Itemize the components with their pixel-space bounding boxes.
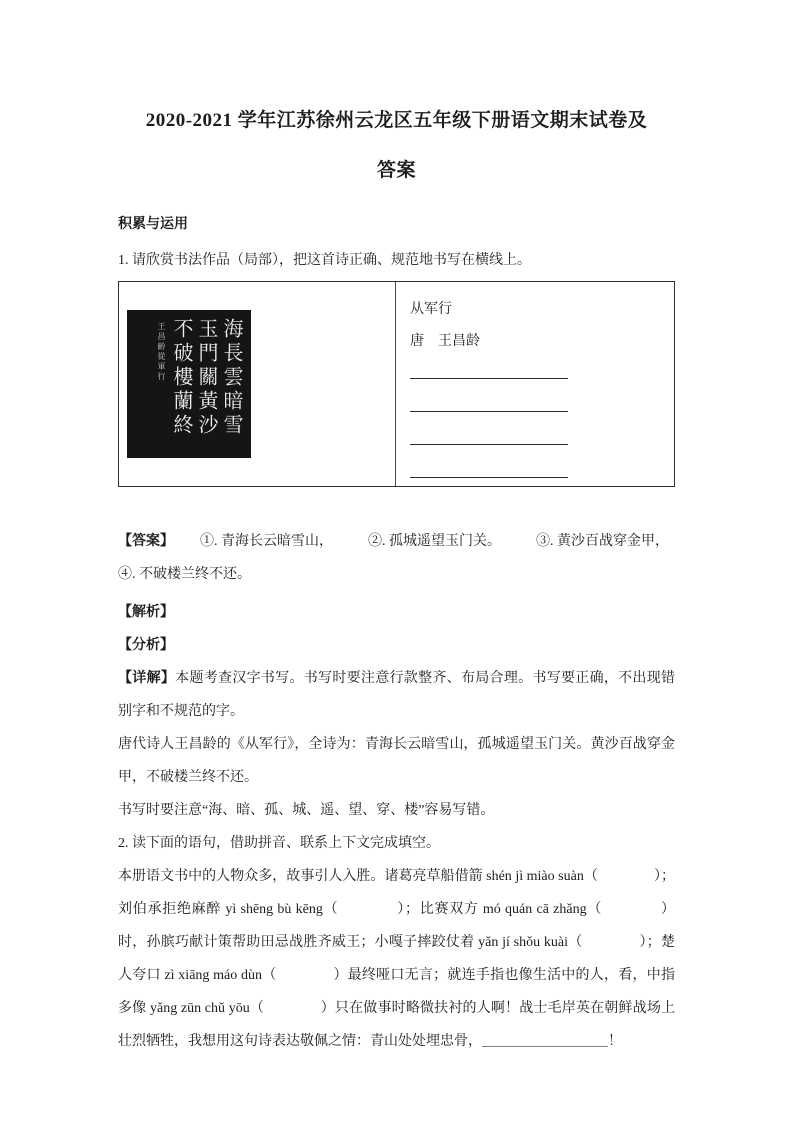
xiangjie-label: 【详解】 (118, 671, 176, 686)
question-1-box-left (119, 282, 395, 486)
page-title (118, 96, 675, 196)
page-title-line2: 答案 (376, 160, 416, 181)
answer-line-1 (118, 525, 675, 558)
answer-line-2: ④. 不破楼兰终不还。 (118, 567, 251, 582)
page-title-line1: 2020-2021 学年江苏徐州云龙区五年级下册语文期末试卷及 (145, 110, 648, 131)
question-1-box-right (396, 282, 674, 486)
poem-title: 从军行 (410, 302, 452, 317)
question-2-body: 本册语文书中的人物众多，故事引人入胜。诸葛亮草船借箭 shén jì miào suàn（ ）；刘伯承拒绝麻醉 yì shēng bù kēng（ ）；比赛双方 mó quán cā zhǎng（ ）时，孙膑巧献计策帮助田忌战胜齐威王；小嘎子摔跤仗着 yǎn jí shǒu kuài（ ）；楚人夸口 zì xiāng máo dùn（ ）最终哑口无言；就连手指也像生活中的人，看，中指多像 yǎng zūn chǔ yōu（ ）只在做事时略微扶衬的人啊！战士毛岸英在朝鲜战场上壮烈牺牲，我想用这句诗表达敬佩之情：青山处处埋忠骨，＿＿＿＿＿＿＿＿＿！ (118, 869, 675, 1049)
calligraphy-column: 海長雲暗雪 (220, 318, 242, 438)
answer-write-line (410, 477, 568, 478)
calligraphy-column: 玉門關黃沙 (195, 318, 217, 438)
question-1-prompt: 1. 请欣赏书法作品（局部），把这首诗正确、规范地书写在横线上。 (118, 253, 531, 268)
xiangjie-paragraph (118, 662, 675, 728)
poem-author: 唐 王昌龄 (410, 334, 480, 349)
analysis-paragraph-2: 唐代诗人王昌龄的《从军行》，全诗为：青海长云暗雪山，孤城遥望玉门关。黄沙百战穿金甲，不破楼兰终不还。 (118, 737, 675, 785)
answer-line-1-text: ①. 青海长云暗雪山， ②. 孤城遥望玉门关。 ③. 黄沙百战穿金甲， (200, 534, 669, 549)
xiangjie-text: 本题考查汉字书写。书写时要注意行款整齐、布局合理。书写要正确，不出现错别字和不规范的字。 (118, 671, 676, 719)
section-heading: 积累与运用 (118, 217, 188, 232)
answer-label: 【答案】 (118, 534, 174, 549)
answer-write-line (410, 444, 568, 445)
analysis-paragraph-3: 书写时要注意“海、暗、孤、城、遥、望、穿、楼”容易写错。 (118, 803, 495, 818)
answer-write-line (410, 378, 568, 379)
question-2-prompt: 2. 读下面的语句，借助拼音、联系上下文完成填空。 (118, 836, 440, 851)
jiexi-label: 【解析】 (118, 605, 174, 620)
calligraphy-image (127, 310, 251, 458)
calligraphy-column: 不破樓蘭終 (170, 318, 192, 438)
question-1-box (118, 281, 675, 487)
answer-write-line (410, 411, 568, 412)
calligraphy-signature: 王昌齡從軍行 (157, 322, 166, 382)
fenxi-label: 【分析】 (118, 638, 174, 653)
